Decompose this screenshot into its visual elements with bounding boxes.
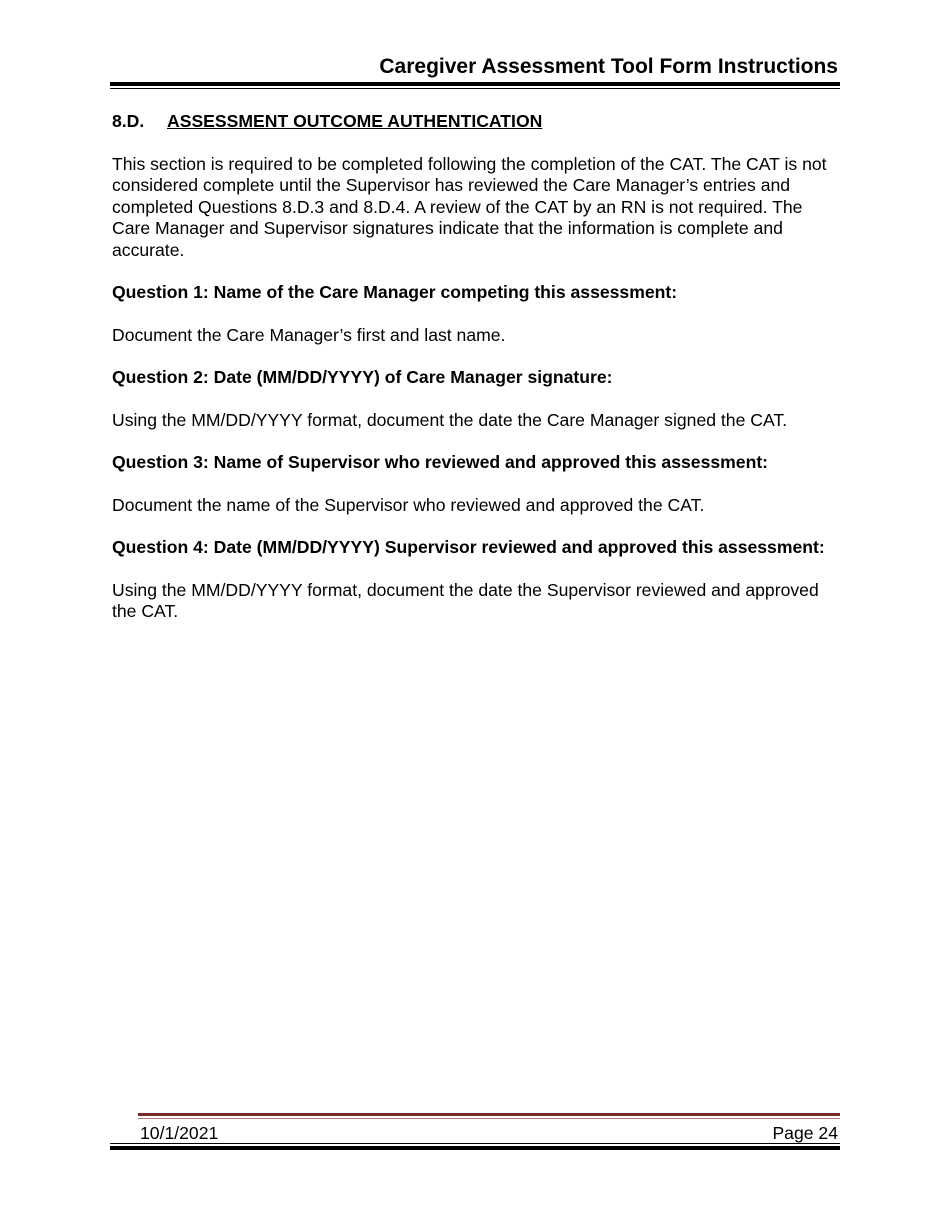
section-intro: This section is required to be completed following the completion of the CAT. The CAT is not considered complete until the Supervisor has reviewed the Care Manager’s entries and completed Questions 8.D.3 and 8.D.4. A review of the CAT by an RN is not required. The Care Manager and Supervisor signatures indicate that the information is complete and accurate. — [112, 153, 827, 260]
footer-date: 10/1/2021 — [140, 1123, 219, 1143]
header-divider-thin — [110, 88, 840, 89]
page-number: Page 24 — [772, 1123, 838, 1143]
footer-divider-accent-thin — [138, 1118, 840, 1119]
question-2-instruction: Using the MM/DD/YYYY format, document the date the Care Manager signed the CAT. — [112, 409, 788, 430]
question-4-instruction: Using the MM/DD/YYYY format, document the date the Supervisor reviewed and approved the CAT. — [112, 579, 819, 621]
question-2-title: Question 2: Date (MM/DD/YYYY) of Care Manager signature: — [112, 367, 613, 387]
footer-divider-thick — [110, 1146, 840, 1150]
header-divider-thick — [110, 82, 840, 86]
section-heading — [112, 111, 838, 133]
page-content — [112, 111, 838, 644]
question-1-title: Question 1: Name of the Care Manager competing this assessment: — [112, 282, 678, 302]
footer-divider-accent — [138, 1113, 840, 1116]
question-3-title: Question 3: Name of Supervisor who reviewed and approved this assessment: — [112, 452, 769, 472]
question-3-instruction: Document the name of the Supervisor who reviewed and approved the CAT. — [112, 494, 705, 515]
footer-divider-thin — [110, 1143, 840, 1144]
section-title: ASSESSMENT OUTCOME AUTHENTICATION — [167, 111, 543, 131]
question-4-title: Question 4: Date (MM/DD/YYYY) Supervisor reviewed and approved this assessment: — [112, 537, 825, 557]
question-1-instruction: Document the Care Manager’s first and last name. — [112, 324, 506, 345]
document-title: Caregiver Assessment Tool Form Instructions — [379, 55, 838, 78]
section-number: 8.D. — [112, 111, 145, 131]
